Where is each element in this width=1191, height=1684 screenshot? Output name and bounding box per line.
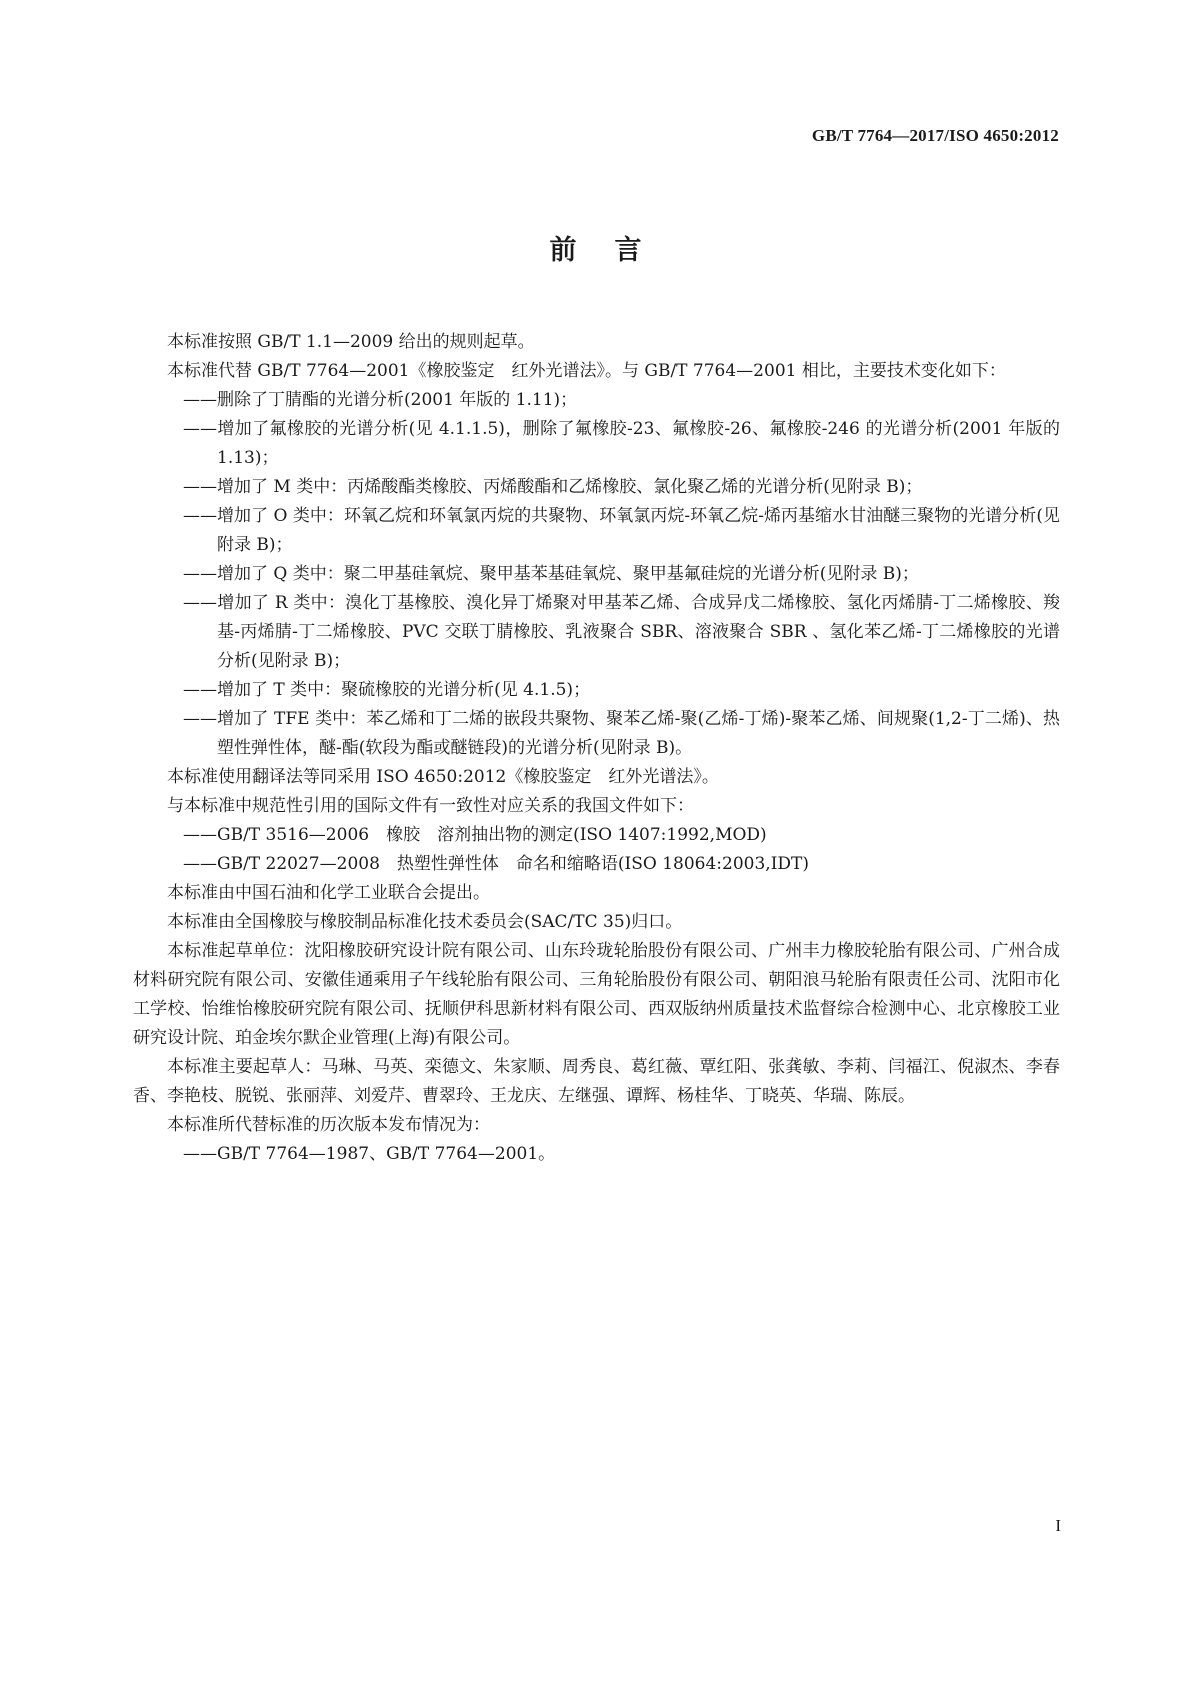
list-item-previous-versions xyxy=(133,1140,1060,1169)
list-item-change xyxy=(133,415,1060,473)
paragraph-committee: 本标准由全国橡胶与橡胶制品标准化技术委员会(SAC/TC 35)归口。 xyxy=(167,912,683,932)
paragraph-adoption: 本标准使用翻译法等同采用 ISO 4650:2012《橡胶鉴定 红外光谱法》。 xyxy=(167,767,719,787)
change-text: 增加了氟橡胶的光谱分析(见 4.1.1.5)，删除了氟橡胶-23、氟橡胶-26、氟橡胶-246 的光谱分析(2001 年版的 1.13)； xyxy=(217,419,1060,468)
dash-mark: —— xyxy=(183,825,217,845)
dash-mark: —— xyxy=(183,506,217,526)
list-item-change xyxy=(133,589,1060,676)
dash-mark: —— xyxy=(183,477,217,497)
dash-mark: —— xyxy=(183,564,217,584)
change-text: 增加了 TFE 类中：苯乙烯和丁二烯的嵌段共聚物、聚苯乙烯-聚(乙烯-丁烯)-聚苯乙烯、间规聚(1,2-丁二烯)、热塑性弹性体，醚-酯(软段为酯或醚链段)的光谱分析(见附录 B)。 xyxy=(217,709,1060,758)
page-number: I xyxy=(1055,1516,1061,1535)
previous-versions-text: GB/T 7764—1987、GB/T 7764—2001。 xyxy=(217,1144,556,1164)
paragraph-drafting-rules: 本标准按照 GB/T 1.1—2009 给出的规则起草。 xyxy=(167,332,535,352)
change-text: 增加了 T 类中：聚硫橡胶的光谱分析(见 4.1.5)； xyxy=(217,680,591,700)
change-text: 增加了 O 类中：环氧乙烷和环氧氯丙烷的共聚物、环氧氯丙烷-环氧乙烷-烯丙基缩水甘油醚三聚物的光谱分析(见附录 B)； xyxy=(217,506,1060,555)
paragraph-proposer: 本标准由中国石油和化学工业联合会提出。 xyxy=(167,883,490,903)
dash-mark: —— xyxy=(183,854,217,874)
dash-mark: —— xyxy=(183,680,217,700)
dash-mark: —— xyxy=(183,390,217,410)
paragraph-correspondence: 与本标准中规范性引用的国际文件有一致性对应关系的我国文件如下： xyxy=(167,796,694,816)
list-item-change xyxy=(133,560,1060,589)
change-text: 增加了 R 类中：溴化丁基橡胶、溴化异丁烯聚对甲基苯乙烯、合成异戊二烯橡胶、氢化丙烯腈-丁二烯橡胶、羧基-丙烯腈-丁二烯橡胶、PVC 交联丁腈橡胶、乳液聚合 SBR、溶液聚合 SBR 、氢化苯乙烯-丁二烯橡胶的光谱分析(见附录 B)； xyxy=(217,593,1060,671)
paragraph-drafters: 本标准主要起草人：马琳、马英、栾德文、朱家顺、周秀良、葛红薇、覃红阳、张龚敏、李莉、闫福江、倪淑杰、李春香、李艳枝、脱锐、张丽萍、刘爱芹、曹翠玲、王龙庆、左继强、谭辉、杨桂华、丁晓英、华瑞、陈辰。 xyxy=(133,1057,1060,1106)
change-text: 增加了 M 类中：丙烯酸酯类橡胶、丙烯酸酯和乙烯橡胶、氯化聚乙烯的光谱分析(见附录 B)； xyxy=(217,477,923,497)
dash-mark: —— xyxy=(183,709,217,729)
paragraph-replacement: 本标准代替 GB/T 7764—2001《橡胶鉴定 红外光谱法》。与 GB/T 7764—2001 相比，主要技术变化如下： xyxy=(167,361,1006,381)
foreword-body xyxy=(133,328,1060,1169)
dash-mark: —— xyxy=(183,1144,217,1164)
dash-mark: —— xyxy=(183,419,217,439)
list-item-change xyxy=(133,705,1060,763)
list-item-change xyxy=(133,676,1060,705)
paragraph-history: 本标准所代替标准的历次版本发布情况为： xyxy=(167,1115,490,1135)
list-item-reference xyxy=(133,821,1060,850)
change-text: 删除了丁腈酯的光谱分析(2001 年版的 1.11)； xyxy=(217,390,578,410)
list-item-change xyxy=(133,502,1060,560)
dash-mark: —— xyxy=(183,593,217,613)
reference-text: GB/T 22027—2008 热塑性弹性体 命名和缩略语(ISO 18064:2003,IDT) xyxy=(217,854,810,874)
paragraph-drafting-units: 本标准起草单位：沈阳橡胶研究设计院有限公司、山东玲珑轮胎股份有限公司、广州丰力橡胶轮胎有限公司、广州合成材料研究院有限公司、安徽佳通乘用子午线轮胎有限公司、三角轮胎股份有限公司、朝阳浪马轮胎有限责任公司、沈阳市化工学校、怡维怡橡胶研究院有限公司、抚顺伊科思新材料有限公司、西双版纳州质量技术监督综合检测中心、北京橡胶工业研究设计院、珀金埃尔默企业管理(上海)有限公司。 xyxy=(133,941,1060,1048)
change-text: 增加了 Q 类中：聚二甲基硅氧烷、聚甲基苯基硅氧烷、聚甲基氟硅烷的光谱分析(见附录 B)； xyxy=(217,564,919,584)
list-item-change xyxy=(133,473,1060,502)
list-item-change xyxy=(133,386,1060,415)
reference-text: GB/T 3516—2006 橡胶 溶剂抽出物的测定(ISO 1407:1992,MOD) xyxy=(217,825,767,845)
page-title: 前言 xyxy=(549,235,680,266)
list-item-reference xyxy=(133,850,1060,879)
standard-number-header: GB/T 7764—2017/ISO 4650:2012 xyxy=(811,126,1059,145)
